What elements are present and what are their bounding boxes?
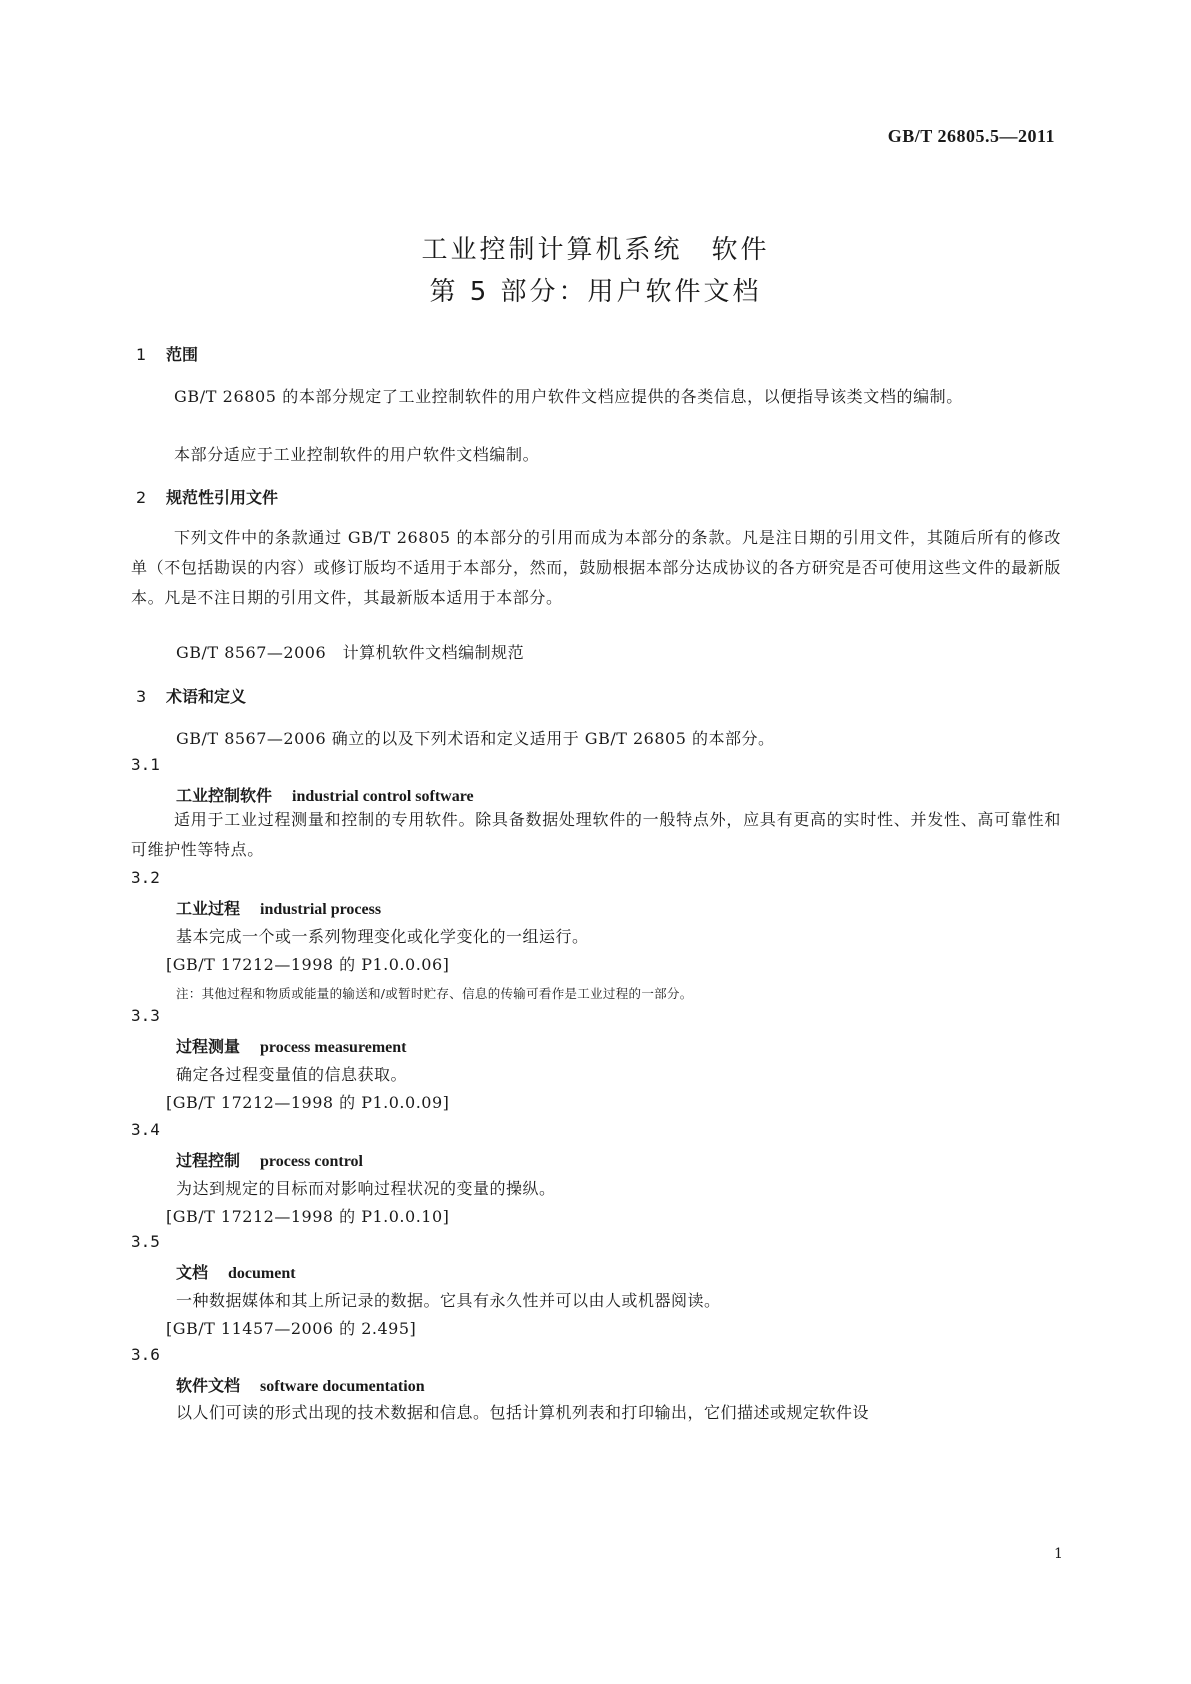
term-definition: 基本完成一个或一系列物理变化或化学变化的一组运行。 xyxy=(176,927,589,946)
section-title: 规范性引用文件 xyxy=(166,488,279,507)
term-number: 3.5 xyxy=(131,1232,160,1251)
term-number: 3.3 xyxy=(131,1006,160,1025)
section-1-paragraph-1: GB/T 26805 的本部分规定了工业控制软件的用户软件文档应提供的各类信息，以便指导该类文档的编制。 xyxy=(174,387,963,406)
term-heading xyxy=(176,1034,407,1057)
term-definition: 以人们可读的形式出现的技术数据和信息。包括计算机列表和打印输出，它们描述或规定软件设 xyxy=(176,1403,870,1422)
page-number: 1 xyxy=(1054,1546,1063,1562)
term-source: [GB/T 17212—1998 的 P1.0.0.10] xyxy=(166,1207,450,1226)
term-english: software documentation xyxy=(260,1378,425,1395)
term-definition: 为达到规定的目标而对影响过程状况的变量的操纵。 xyxy=(176,1179,556,1198)
section-title: 范围 xyxy=(166,345,199,364)
term-source: [GB/T 11457—2006 的 2.495] xyxy=(166,1319,417,1338)
section-number: 2 xyxy=(136,488,147,507)
term-chinese: 工业控制软件 xyxy=(176,786,273,805)
term-heading xyxy=(176,1373,425,1396)
term-definition: 适用于工业过程测量和控制的专用软件。除具备数据处理软件的一般特点外，应具有更高的实时性、并发性、高可靠性和可维护性等特点。 xyxy=(131,810,1061,859)
section-2-paragraph-1: 下列文件中的条款通过 GB/T 26805 的本部分的引用而成为本部分的条款。凡是注日期的引用文件，其随后所有的修改单（不包括勘误的内容）或修订版均不适用于本部分，然而，鼓励根据本部分达成协议的各方研究是否可使用这些文件的最新版本。凡是不注日期的引用文件，其最新版本适用于本部分。 xyxy=(131,528,1061,607)
section-number: 3 xyxy=(136,687,147,706)
term-number: 3.6 xyxy=(131,1345,160,1364)
standard-code: GB/T 26805.5—2011 xyxy=(887,126,1055,146)
section-1-paragraph-2: 本部分适应于工业控制软件的用户软件文档编制。 xyxy=(174,445,540,464)
term-number: 3.1 xyxy=(131,755,160,774)
term-chinese: 过程测量 xyxy=(176,1037,241,1056)
term-english: industrial control software xyxy=(292,788,474,805)
term-heading xyxy=(176,1260,296,1283)
term-definition: 一种数据媒体和其上所记录的数据。它具有永久性并可以由人或机器阅读。 xyxy=(176,1291,721,1310)
section-number: 1 xyxy=(136,345,147,364)
term-note: 注：其他过程和物质或能量的输送和/或暂时贮存、信息的传输可看作是工业过程的一部分。 xyxy=(176,986,693,1001)
term-chinese: 过程控制 xyxy=(176,1151,241,1170)
term-chinese: 文档 xyxy=(176,1263,209,1282)
document-title-line1: 工业控制计算机系统 软件 xyxy=(421,235,770,265)
term-number: 3.2 xyxy=(131,868,160,887)
term-definition: 确定各过程变量值的信息获取。 xyxy=(176,1065,408,1084)
term-heading xyxy=(176,1148,363,1171)
term-english: document xyxy=(228,1265,296,1282)
term-source: [GB/T 17212—1998 的 P1.0.0.09] xyxy=(166,1093,450,1112)
term-english: industrial process xyxy=(260,901,382,918)
term-chinese: 软件文档 xyxy=(176,1376,241,1395)
term-number: 3.4 xyxy=(131,1120,160,1139)
normative-reference: GB/T 8567—2006 计算机软件文档编制规范 xyxy=(176,643,525,662)
term-heading xyxy=(176,783,474,806)
term-heading xyxy=(176,896,381,919)
section-3-intro: GB/T 8567—2006 确立的以及下列术语和定义适用于 GB/T 26805 的本部分。 xyxy=(176,729,775,748)
term-source: [GB/T 17212—1998 的 P1.0.0.06] xyxy=(166,955,450,974)
term-english: process control xyxy=(260,1153,363,1170)
document-title-line2: 第 5 部分：用户软件文档 xyxy=(429,277,762,307)
section-2-heading xyxy=(136,485,278,508)
section-1-heading xyxy=(136,342,198,365)
section-title: 术语和定义 xyxy=(166,687,247,706)
term-english: process measurement xyxy=(260,1039,407,1056)
term-chinese: 工业过程 xyxy=(176,899,241,918)
section-3-heading xyxy=(136,684,246,707)
